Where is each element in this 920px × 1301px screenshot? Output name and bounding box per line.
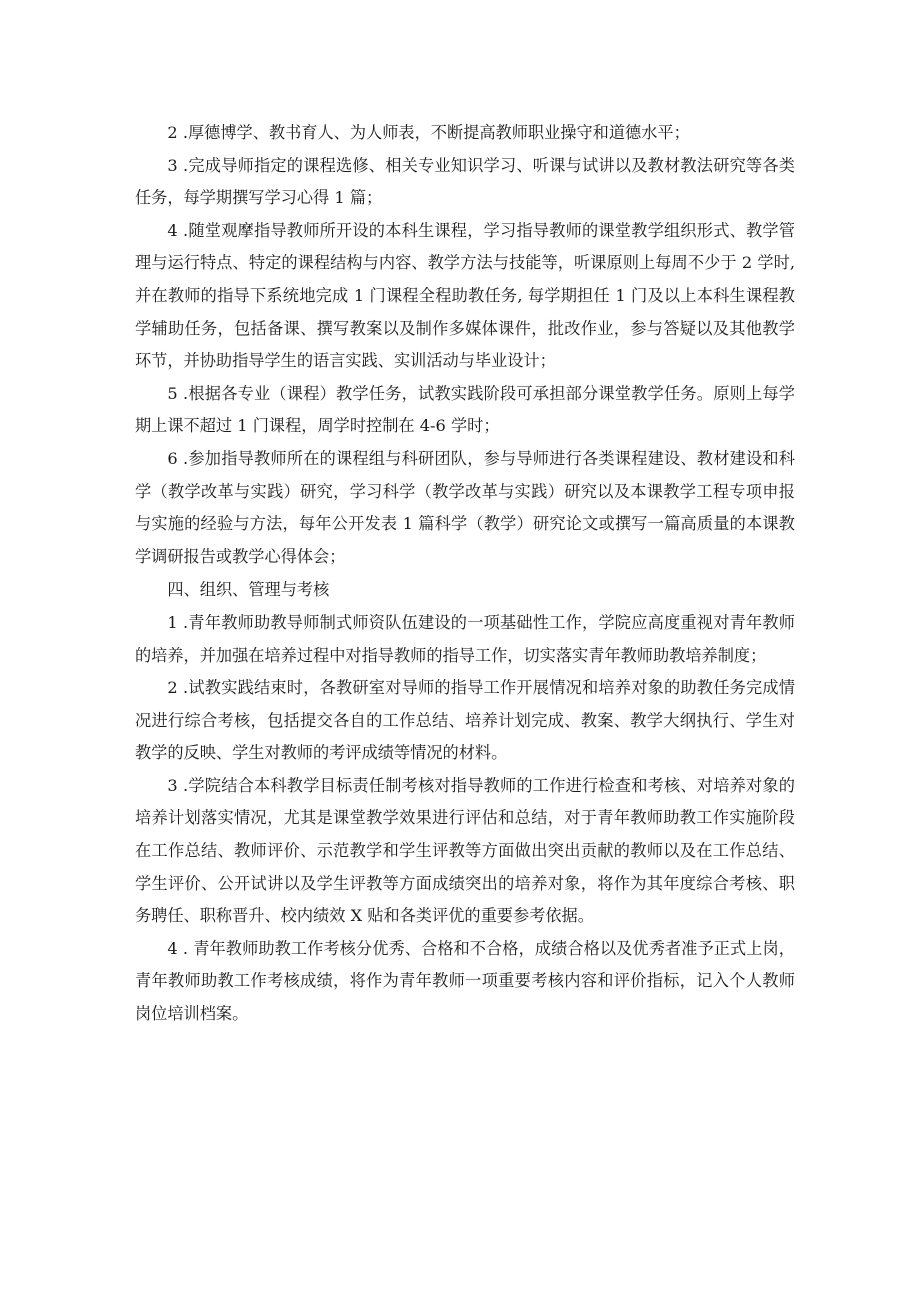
paragraph-item-6: 6 .参加指导教师所在的课程组与科研团队，参与导师进行各类课程建设、教材建设和科学（教学改革与实践）研究，学习科学（教学改革与实践）研究以及本课教学工程专项申报与实施的经验与方法，每年公开发表 1 篇科学（教学）研究论文或撰写一篇高质量的本课教学调研报告或教学心得体会； <box>135 448 795 566</box>
paragraph-item-4: 4 .随堂观摩指导教师所开设的本科生课程，学习指导教师的课堂教学组织形式、教学管理与运行特点、特定的课程结构与内容、教学方法与技能等，听课原则上每周不少于 2 学时, 并在教师的指导下系统地完成 1 门课程全程助教任务, 每学期担任 1 门及以上本科生课程教学辅助任务，包括备课、撰写教案以及制作多媒体课件，批改作业，参与答疑以及其他教学环节，并协助指导学生的语言实践、实训活动与毕业设计； <box>135 220 795 371</box>
section-paragraph-3: 3 .学院结合本科教学目标责任制考核对指导教师的工作进行检查和考核、对培养对象的培养计划落实情况，尤其是课堂教学效果进行评估和总结，对于青年教师助教工作实施阶段在工作总结、教师评价、示范教学和学生评教等方面做出突出贡献的教师以及在工作总结、学生评价、公开试讲以及学生评教等方面成绩突出的培养对象，将作为其年度综合考核、职务聘任、职称晋升、校内绩效 X 贴和各类评优的重要参考依据。 <box>135 775 795 926</box>
paragraph-item-5: 5 .根据各专业（课程）教学任务，试教实践阶段可承担部分课堂教学任务。原则上每学期上课不超过 1 门课程，周学时控制在 4-6 学时； <box>135 383 795 436</box>
document-body <box>135 117 795 1031</box>
section-paragraph-1: 1 .青年教师助教导师制式师资队伍建设的一项基础性工作，学院应高度重视对青年教师的培养，并加强在培养过程中对指导教师的指导工作，切实落实青年教师助教培养制度； <box>135 612 795 665</box>
section-paragraph-4: 4 . 青年教师助教工作考核分优秀、合格和不合格，成绩合格以及优秀者准予正式上岗，青年教师助教工作考核成绩，将作为青年教师一项重要考核内容和评价指标，记入个人教师岗位培训档案。 <box>135 938 795 1024</box>
section-paragraph-2: 2 .试教实践结束时，各教研室对导师的指导工作开展情况和培养对象的助教任务完成情况进行综合考核，包括提交各自的工作总结、培养计划完成、教案、教学大纲执行、学生对教学的反映、学生对教师的考评成绩等情况的材料。 <box>135 678 795 763</box>
paragraph-item-2: 2 .厚德博学、教书育人、为人师表，不断提高教师职业操守和道德水平； <box>167 123 690 142</box>
section-heading: 四、组织、管理与考核 <box>167 580 330 600</box>
paragraph-item-3: 3 .完成导师指定的课程选修、相关专业知识学习、听课与试讲以及教材教法研究等各类任务，每学期撰写学习心得 1 篇； <box>135 155 795 208</box>
